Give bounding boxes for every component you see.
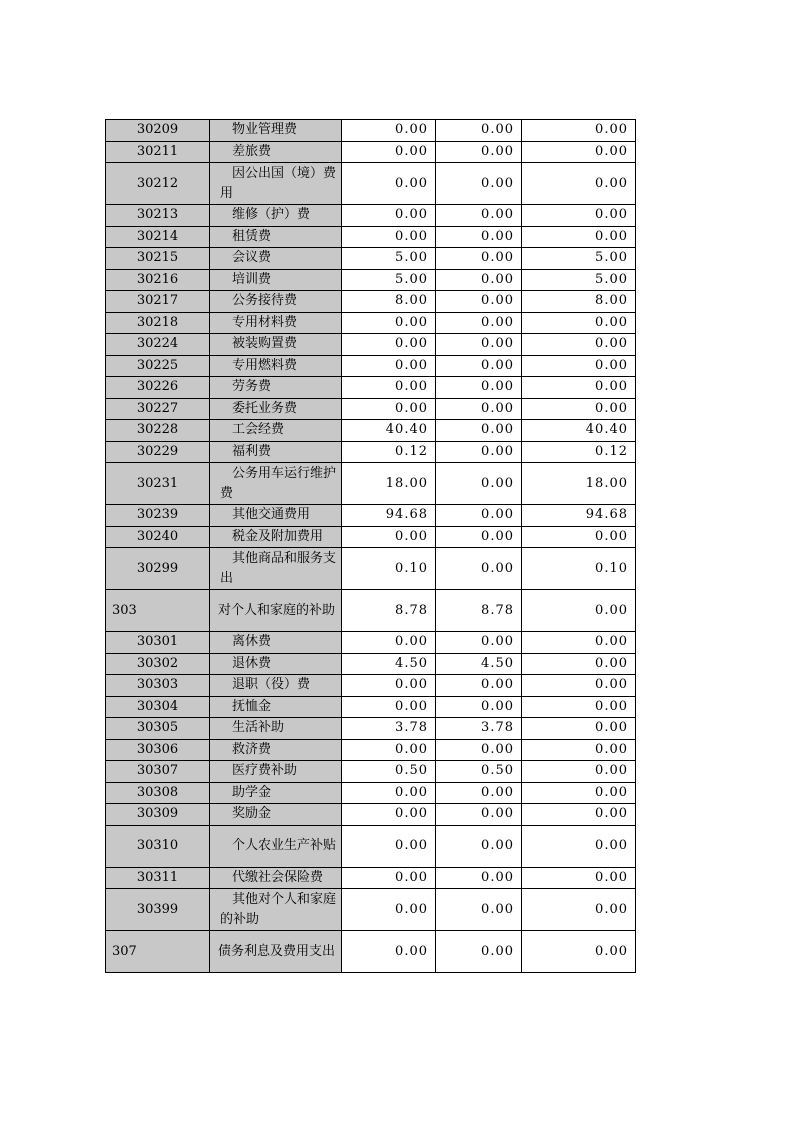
item-name: 会议费 [210,248,342,270]
item-name: 债务利息及费用支出 [210,931,342,973]
economic-code: 30231 [106,463,210,505]
table-row [106,696,636,718]
table-row [106,269,636,291]
amount-basic: 0.00 [436,675,522,697]
economic-code: 30302 [106,653,210,675]
amount-total: 0.00 [342,696,436,718]
economic-code: 30310 [106,825,210,867]
table-row [106,867,636,889]
table-row [106,718,636,740]
amount-basic: 0.00 [436,441,522,463]
economic-code: 30228 [106,420,210,442]
economic-code: 30303 [106,675,210,697]
economic-code: 30224 [106,334,210,356]
amount-project: 0.00 [522,632,636,654]
item-name: 税金及附加费用 [210,526,342,548]
amount-basic: 0.00 [436,804,522,826]
amount-project: 0.00 [522,398,636,420]
amount-total: 0.00 [342,825,436,867]
table-row [106,248,636,270]
amount-total: 0.00 [342,398,436,420]
economic-code: 30227 [106,398,210,420]
amount-project: 0.00 [522,825,636,867]
item-name: 退职（役）费 [210,675,342,697]
item-name: 物业管理费 [210,120,342,142]
amount-basic: 0.00 [436,312,522,334]
item-name: 被装购置费 [210,334,342,356]
amount-total: 0.00 [342,334,436,356]
table-row [106,355,636,377]
economic-code: 30306 [106,739,210,761]
economic-code: 30213 [106,205,210,227]
table-row [106,782,636,804]
amount-project: 0.00 [522,312,636,334]
economic-code: 303 [106,590,210,632]
amount-project: 5.00 [522,248,636,270]
amount-total: 3.78 [342,718,436,740]
amount-total: 0.00 [342,355,436,377]
table-row [106,334,636,356]
amount-basic: 0.00 [436,205,522,227]
item-name: 培训费 [210,269,342,291]
item-name: 劳务费 [210,377,342,399]
amount-project: 0.00 [522,867,636,889]
economic-code: 30215 [106,248,210,270]
table-row [106,548,636,590]
table-row [106,590,636,632]
amount-project: 0.00 [522,782,636,804]
amount-basic: 0.00 [436,355,522,377]
amount-basic: 0.00 [436,163,522,205]
amount-basic: 0.00 [436,889,522,931]
amount-project: 40.40 [522,420,636,442]
amount-project: 0.00 [522,120,636,142]
economic-code: 30308 [106,782,210,804]
amount-basic: 0.00 [436,782,522,804]
amount-project: 0.00 [522,526,636,548]
amount-project: 0.00 [522,675,636,697]
table-row [106,226,636,248]
amount-total: 5.00 [342,269,436,291]
economic-code: 30216 [106,269,210,291]
economic-code: 30217 [106,291,210,313]
amount-basic: 0.00 [436,269,522,291]
table-row [106,463,636,505]
item-name: 其他交通费用 [210,505,342,527]
amount-total: 4.50 [342,653,436,675]
table-body [106,120,636,973]
amount-basic: 0.00 [436,867,522,889]
amount-basic: 0.00 [436,739,522,761]
economic-code: 30301 [106,632,210,654]
economic-code: 30225 [106,355,210,377]
economic-code: 30218 [106,312,210,334]
amount-total: 0.00 [342,739,436,761]
amount-project: 0.00 [522,355,636,377]
amount-total: 0.00 [342,141,436,163]
amount-total: 0.00 [342,931,436,973]
amount-basic: 0.00 [436,931,522,973]
amount-project: 0.00 [522,205,636,227]
item-name: 退休费 [210,653,342,675]
economic-code: 30311 [106,867,210,889]
table-row [106,526,636,548]
amount-project: 0.00 [522,653,636,675]
table-row [106,761,636,783]
amount-project: 0.00 [522,226,636,248]
table-row [106,739,636,761]
item-name: 代缴社会保险费 [210,867,342,889]
amount-project: 5.00 [522,269,636,291]
amount-project: 0.00 [522,889,636,931]
amount-project: 0.00 [522,590,636,632]
item-name: 个人农业生产补贴 [210,825,342,867]
table-row [106,377,636,399]
amount-basic: 0.00 [436,398,522,420]
amount-basic: 0.00 [436,334,522,356]
item-name: 公务接待费 [210,291,342,313]
amount-project: 18.00 [522,463,636,505]
amount-basic: 0.00 [436,825,522,867]
amount-project: 0.00 [522,377,636,399]
table-row [106,825,636,867]
economic-code: 30214 [106,226,210,248]
amount-total: 0.00 [342,312,436,334]
table-row [106,420,636,442]
amount-project: 0.00 [522,696,636,718]
table-row [106,889,636,931]
economic-code: 307 [106,931,210,973]
economic-code: 30399 [106,889,210,931]
amount-basic: 0.00 [436,526,522,548]
item-name: 维修（护）费 [210,205,342,227]
table-row [106,141,636,163]
amount-basic: 0.00 [436,696,522,718]
amount-basic: 0.00 [436,291,522,313]
amount-basic: 0.00 [436,141,522,163]
item-name: 医疗费补助 [210,761,342,783]
item-name: 救济费 [210,739,342,761]
item-name: 专用燃料费 [210,355,342,377]
table-row [106,163,636,205]
amount-total: 0.00 [342,632,436,654]
economic-code: 30212 [106,163,210,205]
item-name: 对个人和家庭的补助 [210,590,342,632]
amount-total: 0.00 [342,675,436,697]
amount-basic: 0.00 [436,548,522,590]
amount-project: 0.00 [522,141,636,163]
amount-total: 0.00 [342,526,436,548]
amount-project: 0.10 [522,548,636,590]
economic-code: 30305 [106,718,210,740]
amount-total: 0.00 [342,163,436,205]
economic-code: 30307 [106,761,210,783]
item-name: 助学金 [210,782,342,804]
item-name: 委托业务费 [210,398,342,420]
economic-code: 30226 [106,377,210,399]
amount-basic: 4.50 [436,653,522,675]
amount-basic: 0.00 [436,463,522,505]
table-row [106,653,636,675]
amount-total: 0.50 [342,761,436,783]
amount-total: 18.00 [342,463,436,505]
amount-basic: 8.78 [436,590,522,632]
amount-project: 0.00 [522,804,636,826]
table-row [106,505,636,527]
amount-total: 0.00 [342,867,436,889]
item-name: 其他对个人和家庭的补助 [210,889,342,931]
item-name: 福利费 [210,441,342,463]
item-name: 因公出国（境）费用 [210,163,342,205]
amount-total: 0.10 [342,548,436,590]
amount-project: 0.00 [522,334,636,356]
amount-project: 0.00 [522,718,636,740]
amount-basic: 0.50 [436,761,522,783]
amount-project: 0.00 [522,739,636,761]
table-row [106,205,636,227]
item-name: 奖励金 [210,804,342,826]
item-name: 专用材料费 [210,312,342,334]
amount-project: 0.00 [522,761,636,783]
amount-project: 8.00 [522,291,636,313]
item-name: 租赁费 [210,226,342,248]
item-name: 生活补助 [210,718,342,740]
economic-code: 30309 [106,804,210,826]
item-name: 工会经费 [210,420,342,442]
table-row [106,291,636,313]
amount-total: 0.00 [342,782,436,804]
item-name: 抚恤金 [210,696,342,718]
amount-basic: 0.00 [436,226,522,248]
table-row [106,120,636,142]
table-row [106,441,636,463]
table-row [106,632,636,654]
amount-basic: 3.78 [436,718,522,740]
amount-project: 0.12 [522,441,636,463]
amount-total: 8.78 [342,590,436,632]
item-name: 差旅费 [210,141,342,163]
amount-total: 94.68 [342,505,436,527]
amount-total: 5.00 [342,248,436,270]
amount-total: 0.00 [342,377,436,399]
economic-code: 30299 [106,548,210,590]
amount-basic: 0.00 [436,505,522,527]
table-row [106,931,636,973]
economic-code: 30240 [106,526,210,548]
economic-code: 30304 [106,696,210,718]
item-name: 离休费 [210,632,342,654]
amount-basic: 0.00 [436,420,522,442]
item-name: 公务用车运行维护费 [210,463,342,505]
table-row [106,398,636,420]
amount-project: 0.00 [522,163,636,205]
amount-project: 94.68 [522,505,636,527]
economic-code: 30229 [106,441,210,463]
table-row [106,804,636,826]
economic-code: 30239 [106,505,210,527]
item-name: 其他商品和服务支出 [210,548,342,590]
table-row [106,675,636,697]
amount-total: 8.00 [342,291,436,313]
amount-project: 0.00 [522,931,636,973]
amount-basic: 0.00 [436,248,522,270]
budget-table [105,119,636,973]
amount-total: 0.00 [342,205,436,227]
amount-total: 0.00 [342,889,436,931]
amount-total: 0.00 [342,226,436,248]
amount-total: 0.00 [342,120,436,142]
amount-total: 0.00 [342,804,436,826]
table-row [106,312,636,334]
economic-code: 30211 [106,141,210,163]
economic-code: 30209 [106,120,210,142]
amount-basic: 0.00 [436,632,522,654]
amount-basic: 0.00 [436,377,522,399]
amount-total: 40.40 [342,420,436,442]
amount-basic: 0.00 [436,120,522,142]
amount-total: 0.12 [342,441,436,463]
